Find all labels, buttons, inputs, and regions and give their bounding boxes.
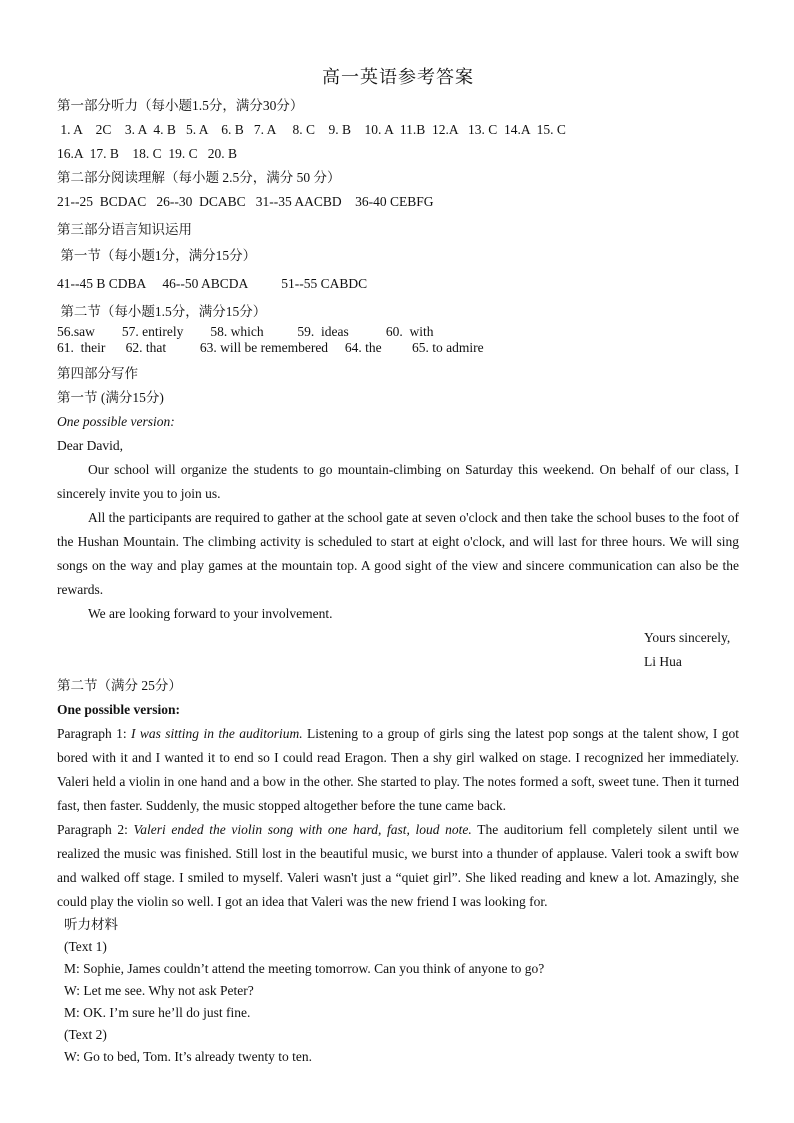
part3-section2-heading: 第二节（每小题1.5分，满分15分）	[57, 304, 267, 319]
listening-line: W: Let me see. Why not ask Peter?	[64, 983, 254, 998]
letter-greeting: Dear David,	[57, 438, 123, 453]
letter-signature: Li Hua	[644, 654, 682, 669]
part2-answers: 21--25 BCDAC 26--30 DCABC 31--35 AACBD 36-40 CEBFG	[57, 194, 434, 209]
part1-heading: 第一部分听力（每小题1.5分，满分30分）	[57, 98, 304, 113]
listening-line: (Text 1)	[64, 939, 107, 954]
letter-paragraph-3: We are looking forward to your involvement.	[88, 606, 333, 621]
paragraph-2-label: Paragraph 2:	[57, 822, 134, 837]
listening-line: (Text 2)	[64, 1027, 107, 1042]
writing-section2-heading: 第二节（满分 25分）	[57, 678, 182, 693]
part3-heading: 第三部分语言知识运用	[57, 222, 192, 237]
part3-section1-heading: 第一节（每小题1分，满分15分）	[57, 248, 257, 263]
paragraph-2-lead-sentence: Valeri ended the violin song with one hard, fast, loud note.	[133, 822, 472, 837]
paragraph-1-lead-sentence: I was sitting in the auditorium.	[131, 726, 303, 741]
listening-line: W: Go to bed, Tom. It’s already twenty to ten.	[64, 1049, 313, 1064]
listening-heading: 听力材料	[64, 917, 118, 932]
writing-section1-version-label: One possible version:	[57, 414, 175, 429]
paragraph-1-body: Listening to a group of girls sing the latest pop songs at the talent show, I got bored with it and I wanted it to end so I could read Eragon. Then a shy girl walked on stage. I recognized her immediately. Valeri held a violin in one hand and a bow in the other. She started to play. The notes formed a soft, sweet tune. Then it turned fast, then faster. Suddenly, the music stopped altogether before the tune came back.	[57, 726, 739, 813]
continuation-paragraph-1	[57, 722, 739, 818]
answer-sheet-page	[57, 64, 739, 1068]
letter-paragraph-2: All the participants are required to gather at the school gate at seven o'clock and then take the school buses to the foot of the Hushan Mountain. The climbing activity is scheduled to start at eight o'clock, and will last for three hours. We will sing songs on the way and play games at the mountain top. A good sight of the view and sincere communication can also be the rewards.	[57, 510, 739, 597]
part2-heading: 第二部分阅读理解（每小题 2.5分，满分 50 分）	[57, 170, 341, 185]
part3-section1-answers: 41--45 B CDBA 46--50 ABCDA 51--55 CABDC	[57, 276, 368, 291]
part1-answers-line1: 1. A 2C 3. A 4. B 5. A 6. B 7. A 8. C 9. B 10. A 11.B 12.A 13. C 14.A 15. C	[57, 122, 566, 137]
continuation-paragraph-2	[57, 818, 739, 914]
part4-heading: 第四部分写作	[57, 366, 138, 381]
part1-answers-line2: 16.A 17. B 18. C 19. C 20. B	[57, 146, 238, 161]
paragraph-1-label: Paragraph 1:	[57, 726, 132, 741]
paragraph-2-body: The auditorium fell completely silent until we realized the music was finished. Still lost in the beautiful music, we burst into a thunder of applause. Valeri took a swift bow and walked off stage. I smiled to myself. Valeri wasn't just a “quiet girl”. She liked reading and knew a lot. Amazingly, she could play the violin so well. I got an idea that Valeri was the new friend I was looking for.	[57, 822, 739, 909]
listening-line: M: OK. I’m sure he’ll do just fine.	[64, 1005, 251, 1020]
part3-section2-answers-line2: 61. their 62. that 63. will be remembered 64. the 65. to admire	[57, 340, 484, 355]
listening-line: M: Sophie, James couldn’t attend the meeting tomorrow. Can you think of anyone to go?	[64, 961, 545, 976]
writing-section2-version-label: One possible version:	[57, 702, 181, 717]
page-title: 高一英语参考答案	[322, 67, 474, 87]
part3-section2-answers-line1: 56.saw 57. entirely 58. which 59. ideas 60. with	[57, 324, 434, 339]
letter-closing: Yours sincerely,	[644, 630, 731, 645]
letter-paragraph-1: Our school will organize the students to go mountain-climbing on Saturday this weekend. On behalf of our class, I sincerely invite you to join us.	[57, 462, 739, 501]
writing-section1-heading: 第一节 (满分15分)	[57, 390, 164, 405]
